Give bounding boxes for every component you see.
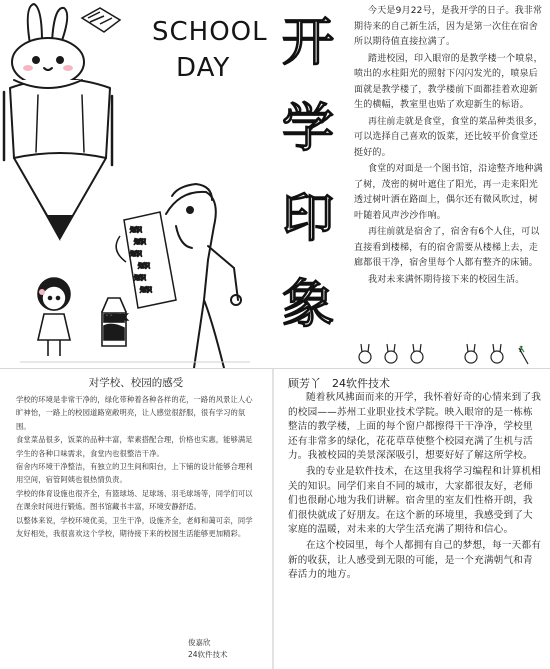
essay-top-paragraph: 食堂的对面是一个图书馆，沿途整齐地种满了树，茂密的树叶遮住了阳光，再一走来阳光透过树叶洒在路面上，偶尔还有微风吹过，树叶随着风声沙沙作响。 <box>354 164 543 221</box>
knowledge-book-drawing <box>116 212 176 308</box>
essay-top-paragraph: 再往前走就是食堂，食堂的菜品种类很多，可以选择自己喜欢的饭菜，还比较平价食堂还挺好的。 <box>354 116 543 158</box>
title-char-1: 开 <box>281 13 335 73</box>
essay-left-paragraph: 学校的环境是非常干净的，绿化带种着各种各样的花，一路的风景让人心旷神怡，一路上的校园道路宽敞明亮，让人感觉很舒服，很有学习的氛围。 <box>16 395 253 431</box>
illustration-panel <box>0 0 272 368</box>
book-word-4: 知识 <box>138 263 151 270</box>
school-day-illustration <box>0 0 272 368</box>
essay-right-paragraph: 在这个校园里，每个人都拥有自己的梦想，每一天都有新的收获，让人感受到无限的可能，是一个充满朝气和青春活力的地方。 <box>288 539 542 581</box>
title-char-2: 学 <box>281 99 335 159</box>
milk-label: MILK <box>105 313 128 322</box>
essay-right-text <box>288 391 542 584</box>
bunny-drawing <box>12 4 84 88</box>
essay-top-paragraph: 再往前就是宿舍了，宿舍有6个人住，可以直接看到楼梯，有的宿舍需要从楼梯上去，走廊都很干净，宿舍里每个人都有整齐的床铺。 <box>354 227 540 268</box>
book-word-6: 知识 <box>140 287 153 294</box>
essay-right-title: 顾芳丫 24软件技术 <box>288 377 390 390</box>
book-word-1: 知识 <box>130 227 143 234</box>
book-word-5: 知识 <box>134 275 147 282</box>
essay-right-paragraph: 随着秋风拂面而来的开学，我怀着好奇的心情来到了我的校园——苏州工业职业技术学院。映入眼帘的是一栋栋整洁的教学楼，上面的每个窗户都擦得干干净净，学校里还有非常多的绿化，花花草草使整个校园充满了生机与活力。我被校园的美景深深吸引，想要好好了解这所学校。 <box>288 392 542 462</box>
essay-left-panel <box>0 369 272 669</box>
essay-left-title: 对学校、校园的感受 <box>88 377 184 389</box>
signature-name: 俊嘉欣 <box>188 638 211 647</box>
title-char-4: 象 <box>281 275 335 335</box>
essay-left-paragraph: 宿舍内环境干净整洁，有独立的卫生间和阳台，上下铺的设计能够合理利用空间，宿管阿姨也很热情负责。 <box>16 462 253 485</box>
essay-left-paragraph: 以整体来说，学校环境优美，卫生干净，设施齐全，老师和蔼可亲，同学友好相处，我很喜欢这个学校，期待接下来的校园生活能够更加精彩。 <box>16 515 253 539</box>
signature-class: 24软件技术 <box>188 650 228 659</box>
essay-top-text <box>354 4 544 289</box>
essay-left-paragraph: 学校的体育设施也很齐全，有篮球场、足球场、羽毛球场等，同学们可以在课余时间进行锻炼。图书馆藏书丰富，环境安静舒适。 <box>16 488 253 512</box>
essay-top-paragraph: 踏进校园，印入眼帘的是教学楼一个喷泉，喷出的水柱阳光的照射下闪闪发光的，喷泉后面就是教学楼了，教学楼前下面都挂着欢迎新生的横幅，教室里也贴了欢迎新生的标语。 <box>354 53 543 110</box>
book-word-2: 知识 <box>134 239 147 246</box>
essay-left-paragraph: 食堂菜品很多，饭菜的品种丰富，荤素搭配合理，价格也实惠，能够满足学生的各种口味需求，食堂内也很整洁干净。 <box>16 435 253 458</box>
book-word-3: 知识 <box>130 251 143 258</box>
open-book-icon <box>82 8 120 32</box>
title-char-3: 印 <box>281 189 335 249</box>
big-title-panel <box>272 0 344 368</box>
bunny-icons-row <box>344 338 550 368</box>
essay-left-signature <box>188 637 268 661</box>
essay-left-text <box>16 393 260 540</box>
pencil-drawing <box>4 79 112 240</box>
essay-top-panel <box>344 0 550 368</box>
essay-right-panel <box>274 369 550 669</box>
essay-right-paragraph: 我的专业是软件技术，在这里我将学习编程和计算机相关的知识。同学们来自不同的城市，大家都很友好，老师们也很耐心地为我们讲解。宿舍里的室友们性格开朗，我们很快就成了好朋友。在这个新的环境里，我感受到了大家庭的温暖，对未来的大学生活充满了期待和信心。 <box>288 465 542 536</box>
essay-top-paragraph: 我对未来满怀期待接下来的校园生活。 <box>368 274 525 285</box>
school-text: SCHOOL <box>152 17 268 47</box>
big-title <box>272 0 344 368</box>
day-text: DAY <box>176 53 231 83</box>
teacher-drawing <box>166 184 241 368</box>
girl-drawing <box>38 278 70 356</box>
milk-carton-drawing <box>102 298 128 346</box>
essay-top-paragraph: 今天是9月22号，是我开学的日子。我非常期待来的自己新生活，因为是第一次住在宿舍所以期待值直接拉满了。 <box>354 6 543 47</box>
